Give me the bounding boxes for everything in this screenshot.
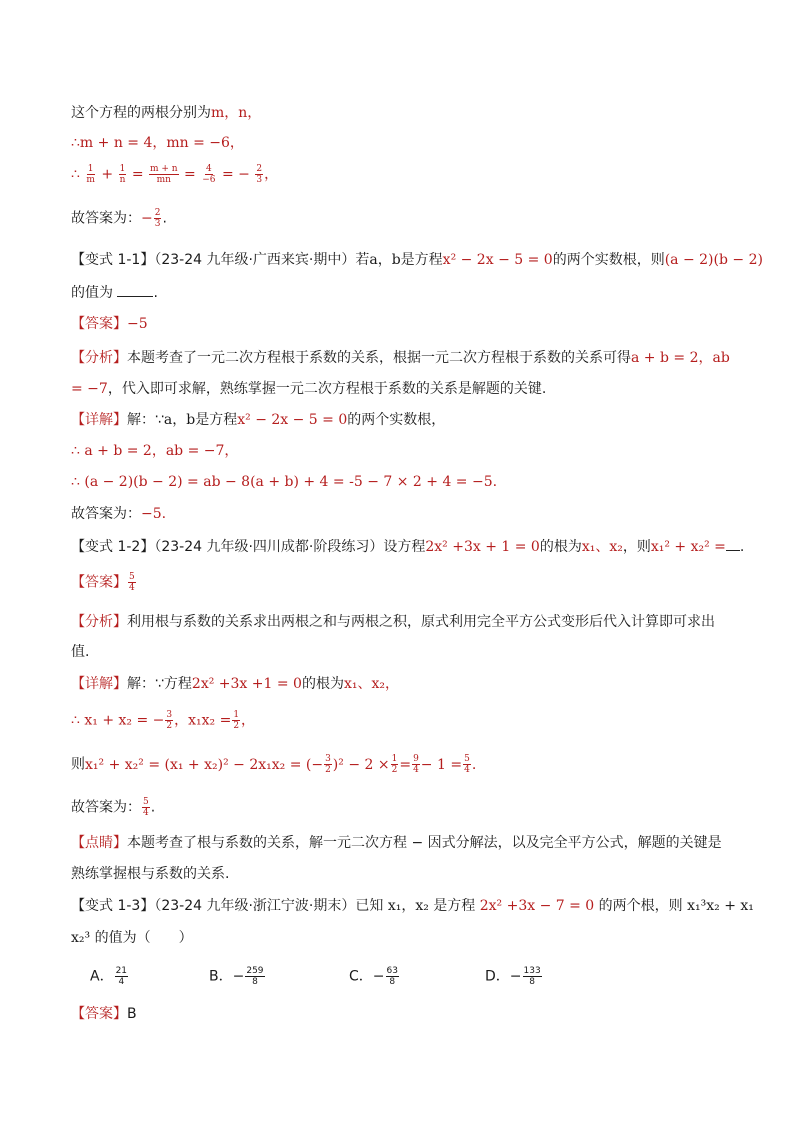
fraction: $\frac{3}{2}$ bbox=[166, 710, 173, 731]
option-b[interactable]: B．− $\frac{259}{8}$ bbox=[209, 966, 264, 987]
detail-line: 【详解】解：∵方程2x² +3x +1 = 0的根为x₁、x₂， bbox=[71, 676, 399, 692]
fraction: $\frac{259}{8}$ bbox=[246, 966, 264, 987]
fraction: $\frac{2}{3}$ bbox=[256, 164, 263, 185]
fraction: $\frac{21}{4}$ bbox=[115, 966, 128, 987]
variant-tag: 【变式 1-1】 bbox=[71, 252, 155, 268]
answer-line: 【答案】B bbox=[71, 1006, 137, 1022]
fraction: $\frac{3}{2}$ bbox=[325, 754, 331, 775]
fraction: $\frac{1}{m}$ bbox=[86, 164, 95, 185]
analysis-line: 值. bbox=[71, 644, 90, 660]
text-line: 这个方程的两根分别为m，n， bbox=[71, 105, 262, 121]
variant-1-2-heading: 【变式 1-2】（23-24 九年级·四川成都·阶段练习）设方程2x² +3x + 1 = 0的根为x₁、x₂，则x₁² + x₂² = . bbox=[71, 539, 745, 555]
fraction: $\frac{4}{-6}$ bbox=[202, 164, 216, 185]
answer-line: 故答案为：−5. bbox=[71, 506, 167, 522]
fraction: $\frac{5}{4}$ bbox=[129, 572, 135, 593]
math-line: ∴ $\frac{1}{m}$ + $\frac{1}{n}$ = $\frac{m + n}{mn}$ = $\frac{4}{-6}$ = − $\frac{2}{3}$ ， bbox=[71, 164, 279, 185]
answer-line: 【答案】 $\frac{5}{4}$ bbox=[71, 572, 135, 593]
option-a[interactable]: A． $\frac{21}{4}$ bbox=[90, 966, 128, 987]
comment-line: 【点睛】本题考查了根与系数的关系，解一元二次方程 − 因式分解法，以及完全平方公式，解题的关键是 bbox=[71, 835, 722, 851]
analysis-line: 【分析】利用根与系数的关系求出两根之和与两根之积，原式利用完全平方公式变形后代入计算即可求出 bbox=[71, 614, 715, 630]
math-line: ∴ x₁ + x₂ = − $\frac{3}{2}$ ，x₁x₂ = $\frac{1}{2}$ ， bbox=[71, 710, 256, 731]
answer-line: 【答案】−5 bbox=[71, 316, 148, 332]
math-line: ∴ a + b = 2，ab = −7， bbox=[71, 443, 239, 459]
fraction: $\frac{5}{4}$ bbox=[464, 754, 470, 775]
math-line: ∴ (a − 2)(b − 2) = ab − 8(a + b) + 4 = -5 − 7 × 2 + 4 = −5. bbox=[71, 474, 498, 490]
fraction: $\frac{133}{8}$ bbox=[523, 966, 541, 987]
analysis-line: 【分析】本题考查了一元二次方程根于系数的关系，根据一元二次方程根于系数的关系可得a + b = 2，ab bbox=[71, 350, 730, 366]
text-line: x₂³ 的值为（ ） bbox=[71, 930, 193, 946]
text-line: 的值为 . bbox=[71, 285, 158, 301]
analysis-line: = −7，代入即可求解，熟练掌握一元二次方程根于系数的关系是解题的关键. bbox=[71, 381, 547, 397]
math-line: 则x₁² + x₂² = (x₁ + x₂)² − 2x₁x₂ = (− $\frac{3}{2}$ )² − 2 × $\frac{1}{2}$ = $\frac{9}{4}$ − 1 = $\frac{5}{4}$ . bbox=[71, 754, 477, 775]
fraction: $\frac{9}{4}$ bbox=[413, 754, 419, 775]
option-d[interactable]: D．− $\frac{133}{8}$ bbox=[485, 966, 541, 987]
fraction: $\frac{1}{2}$ bbox=[233, 710, 240, 731]
math-line: ∴m + n = 4，mn = −6， bbox=[71, 135, 244, 151]
fraction: $\frac{1}{n}$ bbox=[119, 164, 126, 185]
answer-blank bbox=[117, 284, 153, 297]
detail-line: 【详解】解：∵a，b是方程x² − 2x − 5 = 0的两个实数根， bbox=[71, 412, 446, 428]
variant-1-1-heading: 【变式 1-1】（23-24 九年级·广西来宾·期中）若a，b是方程x² − 2x − 5 = 0的两个实数根，则(a − 2)(b − 2) bbox=[71, 252, 763, 268]
fraction: $\frac{m + n}{mn}$ bbox=[150, 164, 178, 185]
variant-1-3-heading: 【变式 1-3】（23-24 九年级·浙江宁波·期末）已知 x₁，x₂ 是方程 2x² +3x − 7 = 0 的两个根，则 x₁³x₂ + x₁ bbox=[71, 898, 754, 914]
answer-line: 故答案为：− $\frac{2}{3}$ . bbox=[71, 208, 167, 229]
fraction: $\frac{5}{4}$ bbox=[143, 797, 149, 818]
answer-line: 故答案为： $\frac{5}{4}$ . bbox=[71, 797, 156, 818]
comment-line: 熟练掌握根与系数的关系. bbox=[71, 866, 230, 882]
option-c[interactable]: C．− $\frac{63}{8}$ bbox=[349, 966, 398, 987]
fraction: $\frac{63}{8}$ bbox=[386, 966, 398, 987]
answer-blank bbox=[726, 538, 740, 551]
fraction: $\frac{2}{3}$ bbox=[154, 208, 161, 229]
fraction: $\frac{1}{2}$ bbox=[391, 754, 398, 775]
